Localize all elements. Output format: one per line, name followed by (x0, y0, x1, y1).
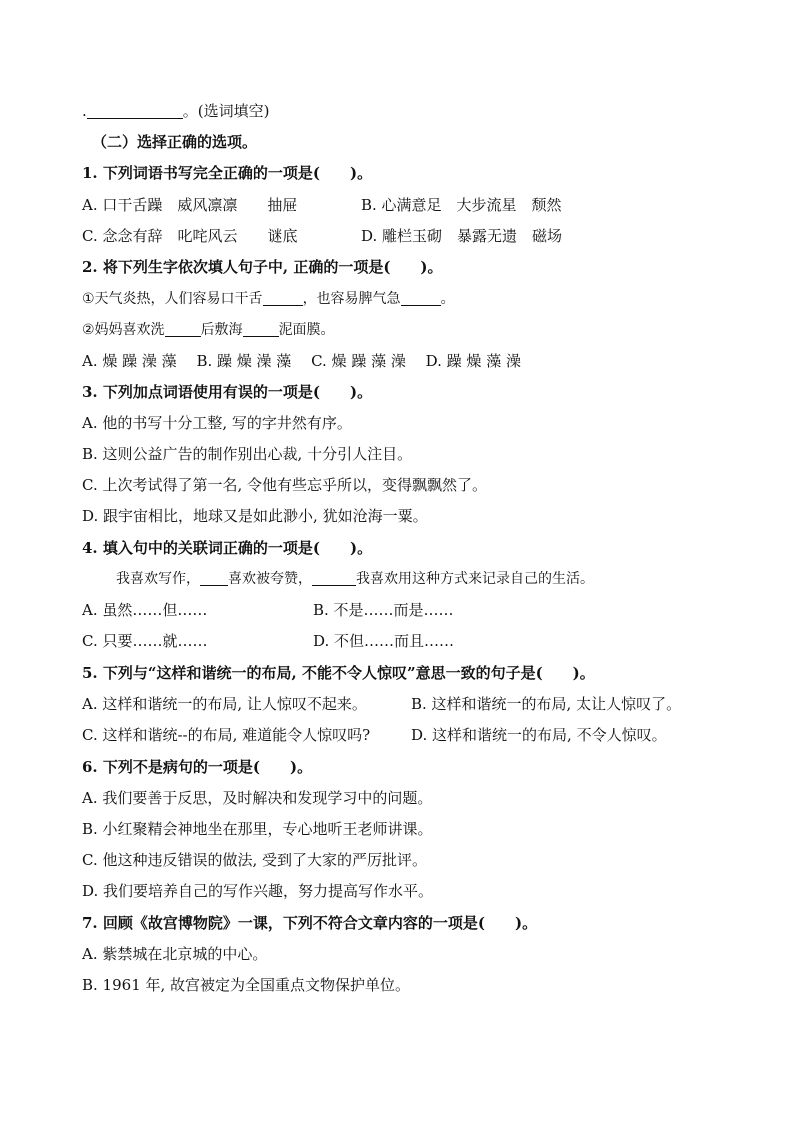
answer-blank[interactable] (263, 289, 303, 306)
answer-blank[interactable] (401, 289, 441, 306)
question-3-stem: 3. 下列加点词语使用有误的一项是( )。 (82, 383, 373, 401)
question-4-stem: 4. 填入句中的关联词正确的一项是( )。 (82, 539, 373, 557)
option-a[interactable]: A. 口干舌躁 威风凛凛 抽屉 (82, 196, 298, 214)
answer-blank[interactable] (243, 320, 279, 337)
option-d[interactable]: D. 这样和谐统一的布局, 不令人惊叹。 (411, 726, 667, 744)
answer-blank[interactable] (87, 102, 183, 119)
question-2-stem: 2. 将下列生字依次填人句子中, 正确的一项是( )。 (82, 258, 443, 276)
question-7-stem: 7. 回顾《故宫博物院》一课，下列不符合文章内容的一项是( )。 (82, 914, 538, 932)
question-1-stem: 1. 下列词语书写完全正确的一项是( )。 (82, 164, 373, 182)
option-d[interactable]: D. 跟宇宙相比，地球又是如此渺小, 犹如沧海一粟。 (82, 507, 428, 525)
option-b[interactable]: B. 这样和谐统一的布局, 太让人惊叹了。 (411, 695, 682, 713)
option-b[interactable]: B. 1961 年, 故宫被定为全国重点文物保护单位。 (82, 976, 411, 994)
option-c[interactable]: C. 只要……就…… (82, 632, 208, 650)
option-d[interactable]: D. 不但……而且…… (313, 632, 455, 650)
question-4-sentence: 我喜欢写作， 喜欢被夸赞， 我喜欢用这种方式来记录自己的生活。 (116, 571, 594, 587)
answer-blank[interactable] (312, 569, 356, 586)
option-c[interactable]: C. 他这种违反错误的做法, 受到了大家的严厉批评。 (82, 851, 428, 869)
option-b[interactable]: B. 小红聚精会神地坐在那里，专心地听王老师讲课。 (82, 820, 433, 838)
option-d[interactable]: D. 雕栏玉砌 暴露无遗 磁场 (361, 227, 563, 245)
question-2-options[interactable]: A. 燥 躁 澡 藻 B. 躁 燥 澡 藻 C. 燥 躁 藻 澡 D. 躁 燥 藻 澡 (82, 352, 521, 370)
line-prefix: . (82, 102, 87, 120)
option-b[interactable]: B. 不是……而是…… (313, 601, 454, 619)
question-2-sentence-2: ②妈妈喜欢洗 后敷海 泥面膜。 (82, 322, 335, 338)
fill-in-line (82, 100, 270, 122)
question-6-stem: 6. 下列不是病句的一项是( )。 (82, 758, 313, 776)
answer-blank[interactable] (165, 320, 201, 337)
option-b[interactable]: B. 这则公益广告的制作别出心裁, 十分引人注目。 (82, 445, 413, 463)
answer-blank[interactable] (200, 569, 228, 586)
option-c[interactable]: C. 这样和谐统--的布局, 难道能令人惊叹吗? (82, 726, 371, 744)
option-a[interactable]: A. 虽然……但…… (82, 601, 208, 619)
line-suffix: 。(选词填空) (182, 102, 270, 120)
section-heading: （二）选择正确的选项。 (92, 133, 258, 151)
option-a[interactable]: A. 紫禁城在北京城的中心。 (82, 945, 268, 963)
option-b[interactable]: B. 心满意足 大步流星 颓然 (361, 196, 562, 214)
option-a[interactable]: A. 我们要善于反思，及时解决和发现学习中的问题。 (82, 789, 433, 807)
question-2-sentence-1: ①天气炎热，人们容易口干舌 ，也容易脾气急 。 (82, 291, 455, 307)
option-d[interactable]: D. 我们要培养自己的写作兴趣，努力提高写作水平。 (82, 882, 434, 900)
option-c[interactable]: C. 念念有辞 叱咤风云 谜底 (82, 227, 298, 245)
option-c[interactable]: C. 上次考试得了第一名, 令他有些忘乎所以，变得飘飘然了。 (82, 476, 488, 494)
option-a[interactable]: A. 他的书写十分工整, 写的字井然有序。 (82, 414, 352, 432)
question-5-stem: 5. 下列与“这样和谐统一的布局, 不能不令人惊叹”意思一致的句子是( )。 (82, 664, 595, 682)
option-a[interactable]: A. 这样和谐统一的布局, 让人惊叹不起来。 (82, 695, 367, 713)
